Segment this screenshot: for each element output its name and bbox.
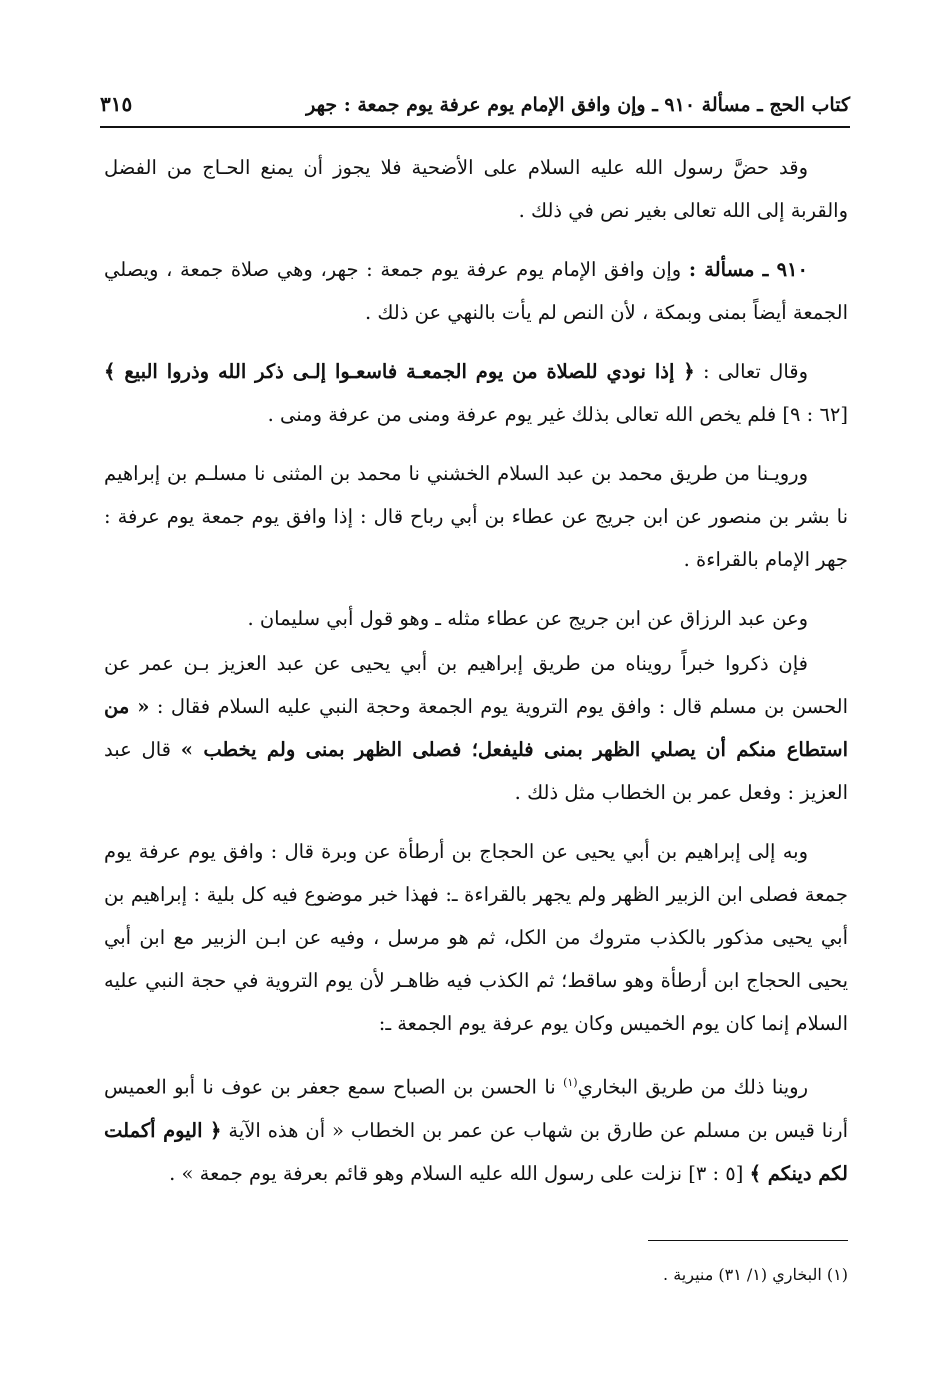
paragraph-5 [104,597,848,640]
paragraph-3-text: [٦٢ : ٩] فلم يخص الله تعالى بذلك غير يوم عرفة ومنى من عرفة ومنى . [267,403,848,426]
paragraph-4 [104,452,848,581]
header-title: كتاب الحج ـ مسألة ٩١٠ ـ وإن وافق الإمام يوم عرفة يوم جمعة : جهر [306,94,850,116]
paragraph-8-end: [٥ : ٣] نزلت على رسول الله عليه السلام وهو قائم بعرفة يوم جمعة » . [169,1161,750,1185]
footnote-ref[interactable]: (١) [563,1076,578,1089]
footnote: (١) البخاري (١/ ٣١) منيرية . [663,1265,848,1284]
paragraph-7 [104,830,848,1045]
paragraph-3-intro: وقال تعالى : [694,360,808,383]
paragraph-2 [104,248,848,334]
paragraph-5-text: وعن عبد الرزاق عن ابن جريج عن عطاء مثله ـ وهو قول أبي سليمان . [247,607,808,630]
paragraph-1 [104,146,848,232]
paragraph-8 [104,1061,848,1195]
footnote-divider [648,1240,848,1241]
header-divider [100,126,850,128]
paragraph-3 [104,350,848,436]
paragraph-8-text-2: نا الحسن بن الصباح سمع جعفر بن عوف نا أبو العميس أرنا قيس بن مسلم عن طارق بن شهاب عن عمر بن الخطاب « أن هذه الآية [104,1075,848,1142]
page-number: ٣١٥ [100,92,133,116]
running-header [100,82,850,116]
paragraph-1-text: وقد حضَّ رسول الله عليه السلام على الأضحية فلا يجوز أن يمنع الحـاج من الفضل والقربة إلى الله تعالى بغير نص في ذلك . [104,156,848,222]
paragraph-7-text: وبه إلى إبراهيم بن أبي يحيى عن الحجاج بن أرطأة عن وبرة قال : وافق يوم عرفة يوم جمعة فصلى ابن الزبير الظهر ولم يجهر بالقراءة ـ: فهذا خبر موضوع فيه كل بلية : إبراهيم بن أبي يحيى مذكور بالكذب متروك من الكل، ثم هو مرسل ، وفيه عن ابـن الزبير مع ابن أبي يحيى الحجاج ابن أرطأة وهو ساقط؛ ثم الكذب فيه ظاهـر لأن يوم التروية في حجة النبي عليه السلام إنما كان يوم الخميس وكان يوم عرفة يوم الجمعة ـ: [104,840,848,1035]
quran-verse-2: ﴿ اليوم أكملت لكم دينكم ﴾ [104,1118,848,1185]
paragraph-4-text: ورويـنا من طريق محمد بن عبد السلام الخشني نا محمد بن المثنى نا مسلـم بن إبراهيم نا بشر بن منصور عن ابن جريج عن عطاء بن أبي رباح قال : إذا وافق يوم جمعة يوم عرفة : جهر الإمام بالقراءة . [104,462,848,571]
quran-verse: ﴿ إذا نودي للصلاة من يوم الجمعـة فاسعـوا إلـى ذكر الله وذروا البيع ﴾ [104,360,695,383]
issue-label: ٩١٠ ـ مسألة : [688,258,808,281]
paragraph-8-text: روينا ذلك من طريق البخاري [577,1075,808,1099]
paragraph-6 [104,642,848,814]
paragraph-6-end: قال عبد العزيز : وفعل عمر بن الخطاب مثل ذلك . [104,738,848,804]
paragraph-2-text: وإن وافق الإمام يوم عرفة يوم جمعة : جهر، وهي صلاة جمعة ، ويصلي الجمعة أيضاً بمنى وبمكة ، لأن النص لم يأت بالنهي عن ذلك . [104,258,848,324]
hadith-quote: « من استطاع منكم أن يصلي الظهر بمنى فليفعل؛ فصلى الظهر بمنى ولم يخطب » [104,695,848,761]
main-text [104,146,848,1195]
paragraph-6-text: فإن ذكروا خبراً رويناه من طريق إبراهيم بن أبي يحيى عن عبد العزيز بـن عمر عن الحسن بن مسلم قال : وافق يوم التروية يوم الجمعة وحجة النبي عليه السلام فقال : [104,652,849,718]
